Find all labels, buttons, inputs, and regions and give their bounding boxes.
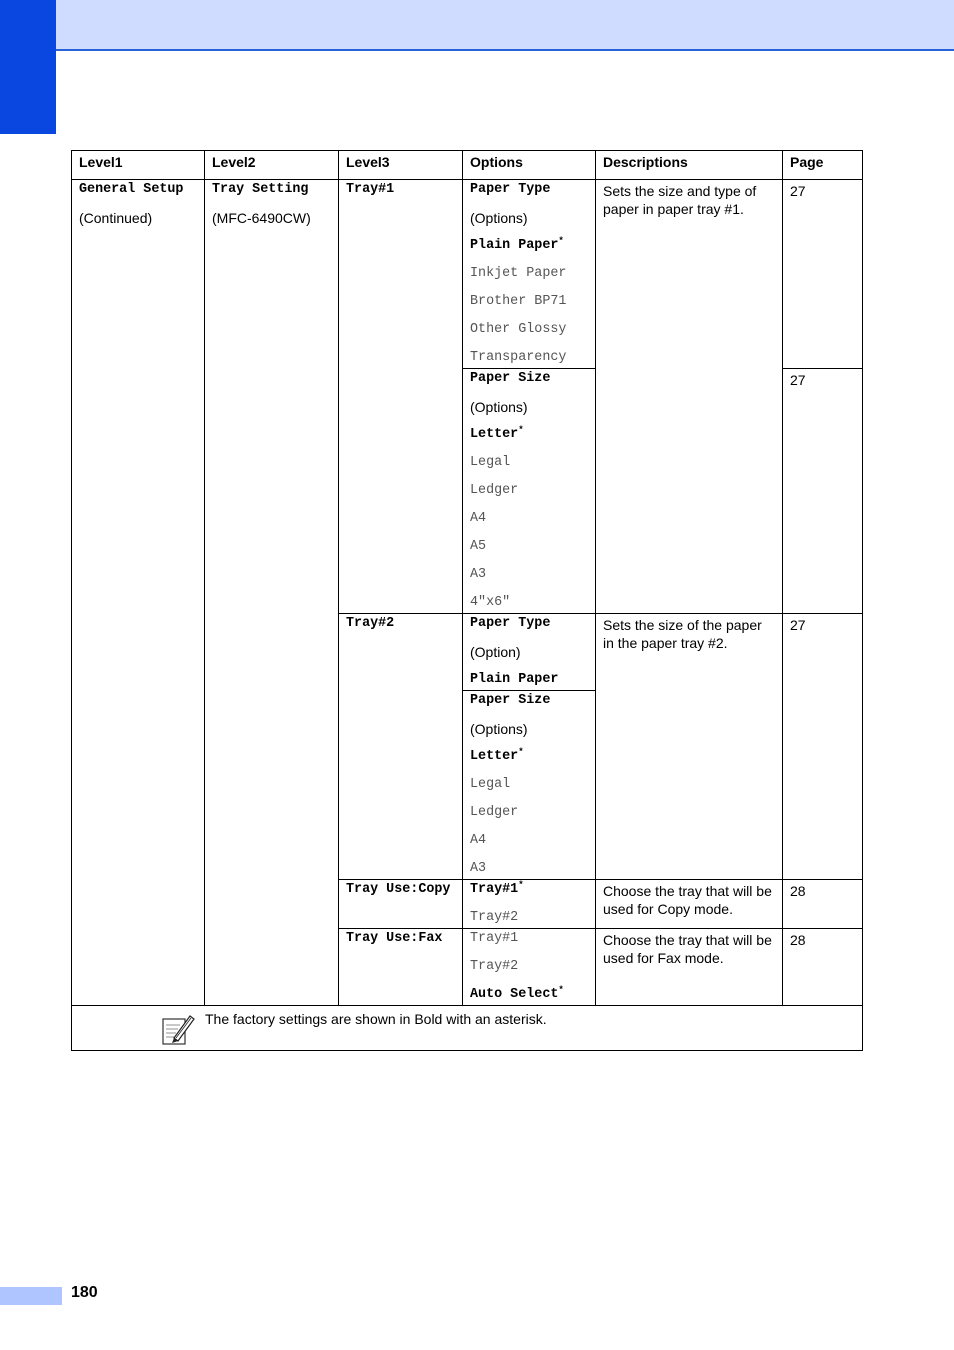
- level3-tray2: Tray#2: [346, 616, 395, 631]
- page-ref: 27: [790, 183, 806, 199]
- level3-tray2-cell: [339, 614, 463, 880]
- page-tray-use-copy: [783, 880, 863, 929]
- chapter-tab: [0, 0, 56, 134]
- options-tray2-paper-size: [463, 691, 596, 880]
- level1-cell: [72, 180, 205, 1006]
- level2-cell: [205, 180, 339, 1006]
- level3-tray-use-copy-cell: [339, 880, 463, 929]
- option-sub: (Options): [470, 399, 528, 415]
- level3-tray-use-fax: Tray Use:Fax: [346, 931, 443, 946]
- page-tray1-paper-size: [783, 369, 863, 614]
- page-number: 180: [71, 1284, 98, 1301]
- footnote-row: [72, 1006, 863, 1051]
- option-sub: (Options): [470, 210, 528, 226]
- option-value: A4: [470, 833, 487, 848]
- header-level1: Level1: [72, 151, 205, 180]
- option-default: Plain Paper: [470, 672, 559, 687]
- option-title: Paper Type: [470, 182, 551, 197]
- option-default: Auto Select*: [470, 985, 564, 1002]
- level2-name: Tray Setting: [212, 182, 309, 197]
- option-value: Tray#1: [470, 931, 519, 946]
- option-value: A3: [470, 861, 487, 876]
- table-row: [72, 180, 863, 369]
- option-value: A4: [470, 511, 487, 526]
- option-value: Tray#2: [470, 959, 519, 974]
- option-value: Transparency: [470, 350, 567, 365]
- option-title: Paper Size: [470, 693, 551, 708]
- page-ref: 27: [790, 372, 806, 388]
- description-tray-use-fax: Choose the tray that will be used for Fax mode.: [603, 932, 772, 966]
- options-tray-use-fax: [463, 929, 596, 1006]
- options-tray1-paper-size: [463, 369, 596, 614]
- description-tray1-cell: [596, 180, 783, 614]
- level3-tray-use-fax-cell: [339, 929, 463, 1006]
- level2-note: (MFC-6490CW): [212, 210, 311, 226]
- header-level2: Level2: [205, 151, 339, 180]
- page-ref: 28: [790, 883, 806, 899]
- option-title: Paper Size: [470, 371, 551, 386]
- header-page: Page: [783, 151, 863, 180]
- page-ref: 27: [790, 617, 806, 633]
- page-tray-use-fax: [783, 929, 863, 1006]
- level1-name: General Setup: [79, 182, 184, 197]
- option-value: Ledger: [470, 805, 519, 820]
- option-value: Legal: [470, 455, 511, 470]
- page-tray2: [783, 614, 863, 880]
- page-ref: 28: [790, 932, 806, 948]
- option-sub: (Options): [470, 721, 528, 737]
- option-value: A3: [470, 567, 487, 582]
- footnote-text: The factory settings are shown in Bold with an asterisk.: [205, 1011, 547, 1027]
- option-value: Inkjet Paper: [470, 266, 567, 281]
- description-tray-use-fax-cell: [596, 929, 783, 1006]
- header-options: Options: [463, 151, 596, 180]
- option-default: Letter*: [470, 425, 524, 442]
- option-default: Letter*: [470, 747, 524, 764]
- level3-tray1: Tray#1: [346, 182, 395, 197]
- option-value: 4"x6": [470, 595, 511, 610]
- options-tray2-paper-type: [463, 614, 596, 691]
- header-level3: Level3: [339, 151, 463, 180]
- description-tray-use-copy: Choose the tray that will be used for Copy mode.: [603, 883, 772, 917]
- option-value: Other Glossy: [470, 322, 567, 337]
- header-descriptions: Descriptions: [596, 151, 783, 180]
- option-value: A5: [470, 539, 487, 554]
- option-default: Tray#1*: [470, 880, 524, 897]
- level3-tray1-cell: [339, 180, 463, 614]
- option-title: Paper Type: [470, 616, 551, 631]
- header-band: [0, 0, 954, 51]
- pencil-note-icon: [160, 1012, 196, 1046]
- option-default: Plain Paper*: [470, 236, 564, 253]
- description-tray2: Sets the size of the paper in the paper tray #2.: [603, 617, 762, 651]
- option-value: Legal: [470, 777, 511, 792]
- level1-note: (Continued): [79, 210, 153, 226]
- level3-tray-use-copy: Tray Use:Copy: [346, 882, 451, 897]
- description-tray-use-copy-cell: [596, 880, 783, 929]
- options-tray-use-copy: [463, 880, 596, 929]
- option-value: Ledger: [470, 483, 519, 498]
- option-value: Tray#2: [470, 910, 519, 925]
- table-header-row: [72, 151, 863, 180]
- settings-table: [71, 150, 863, 1051]
- option-value: Brother BP71: [470, 294, 567, 309]
- option-sub: (Option): [470, 644, 521, 660]
- page-tray1-paper-type: [783, 180, 863, 369]
- page-tab: [0, 1287, 62, 1305]
- description-tray1: Sets the size and type of paper in paper tray #1.: [603, 183, 757, 217]
- description-tray2-cell: [596, 614, 783, 880]
- options-tray1-paper-type: [463, 180, 596, 369]
- footnote-cell: [72, 1006, 863, 1051]
